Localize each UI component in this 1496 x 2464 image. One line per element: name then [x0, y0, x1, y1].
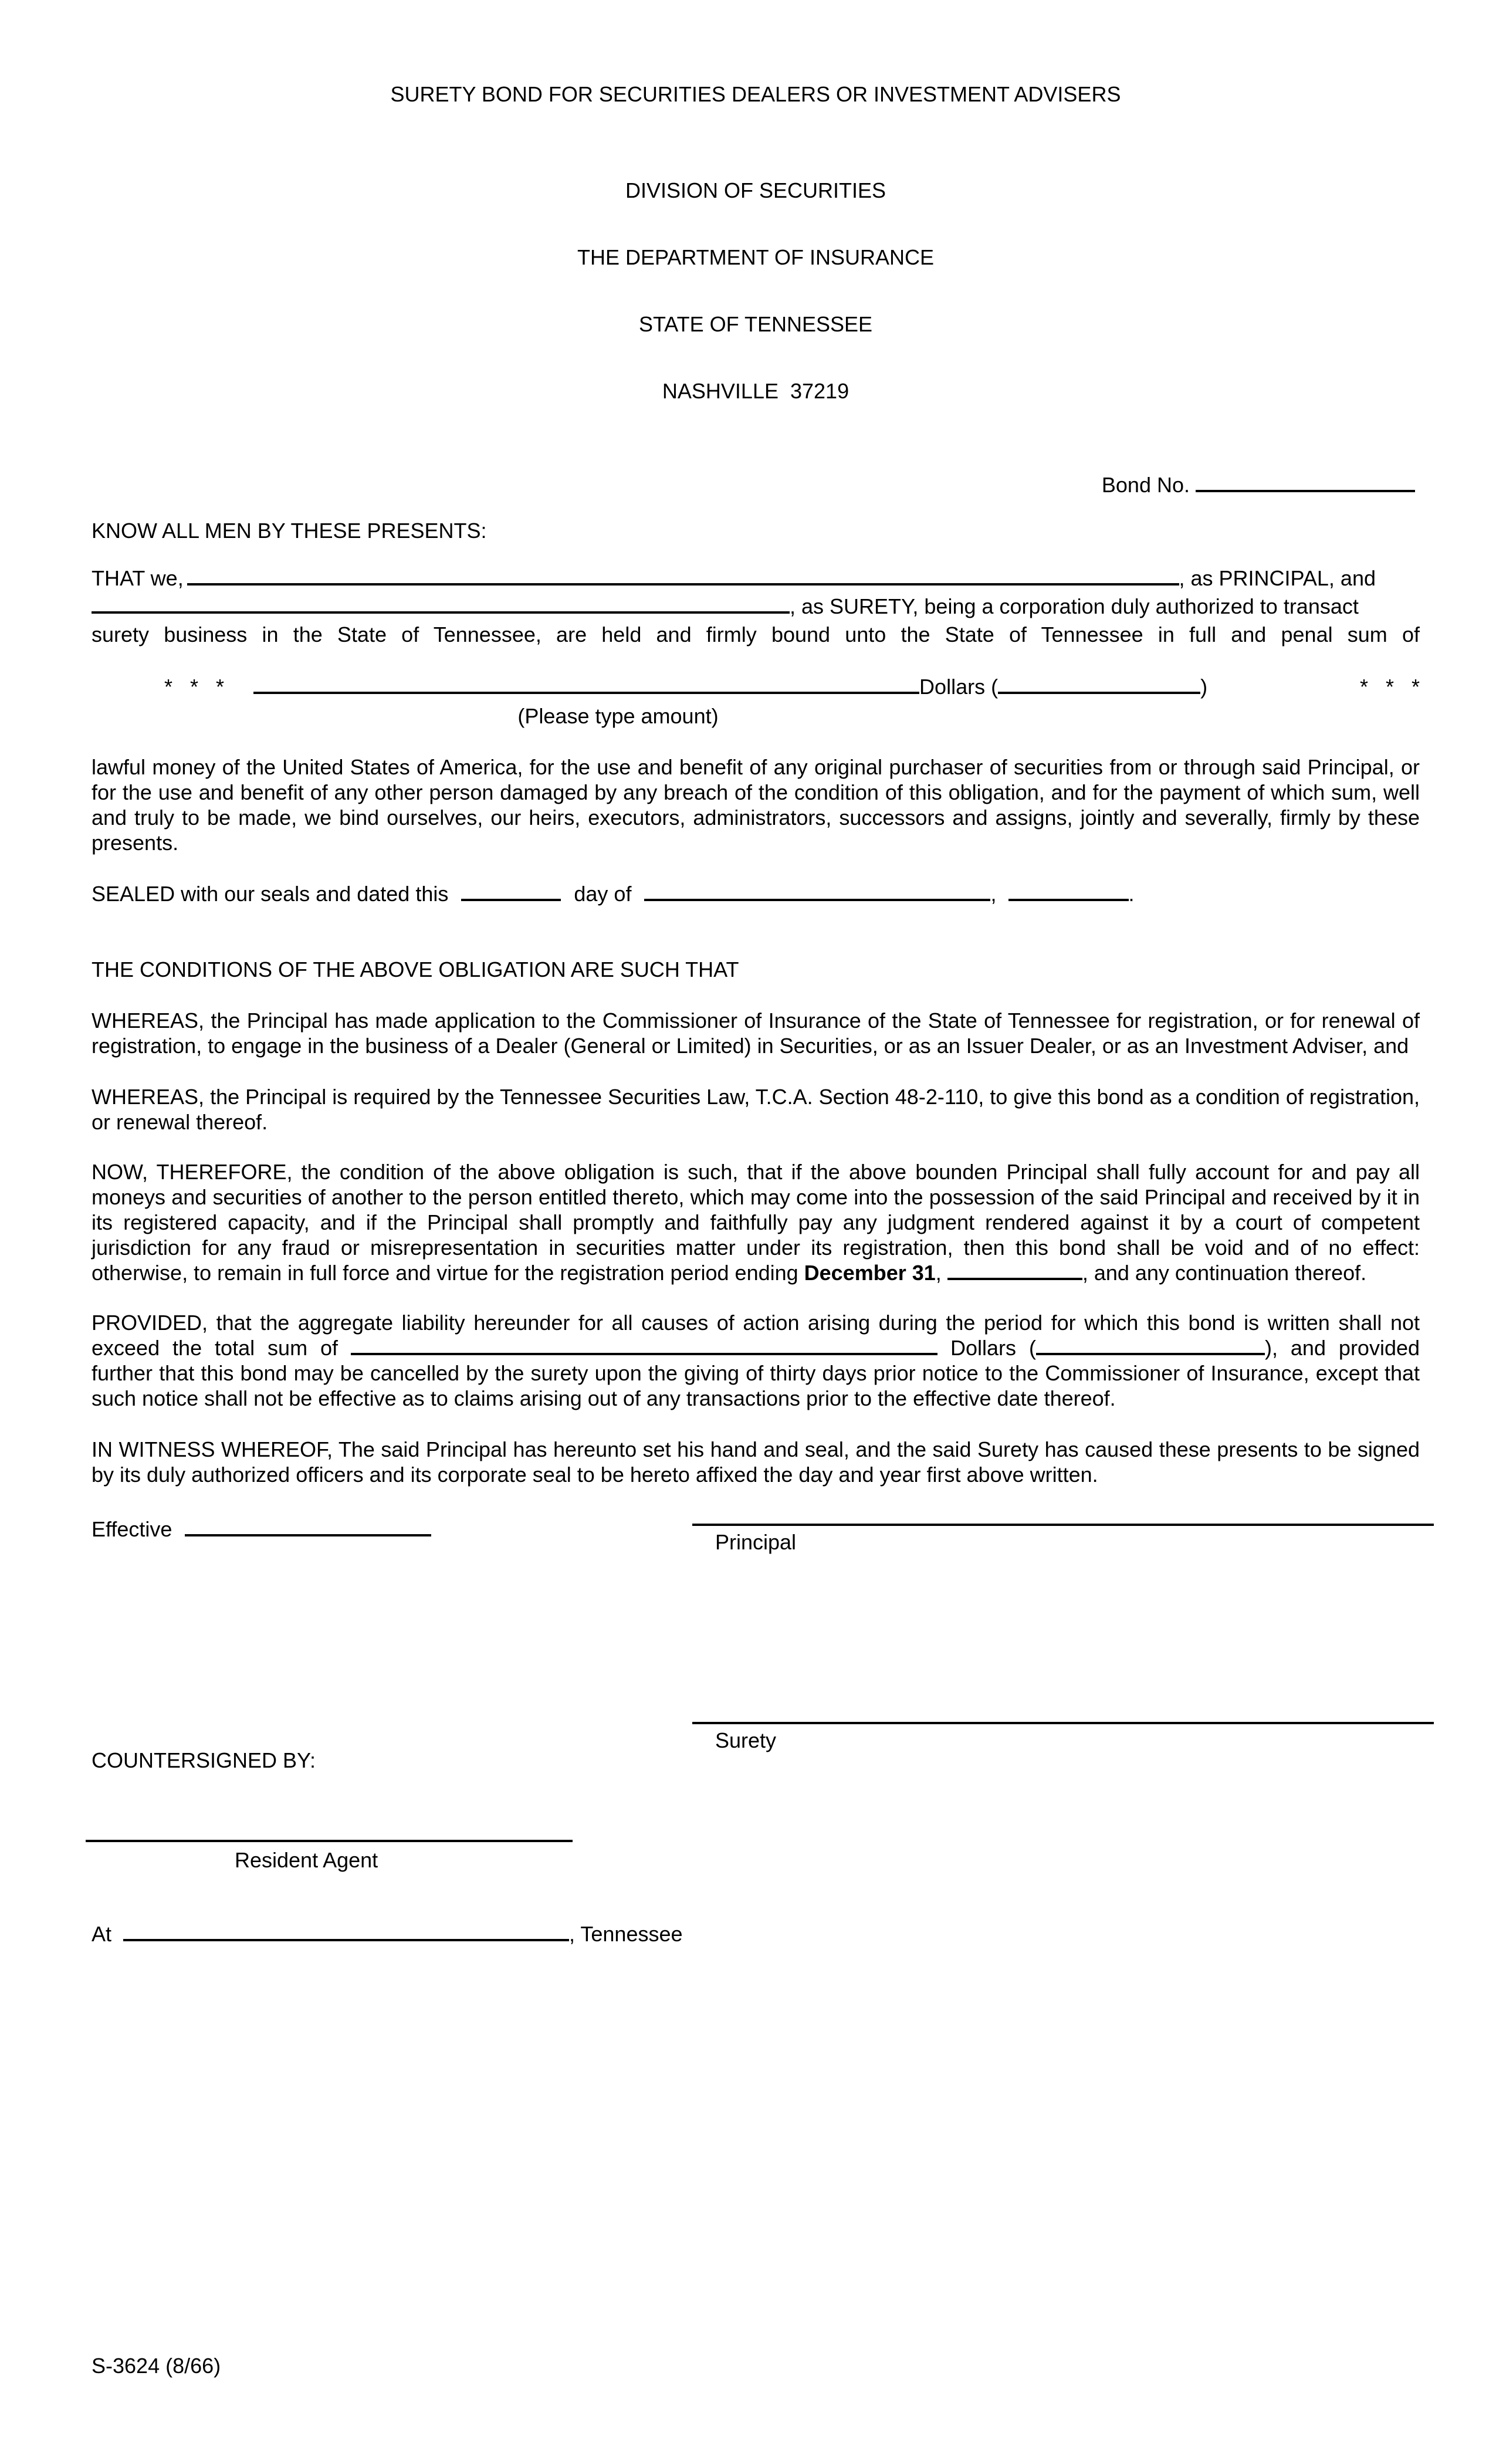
now-therefore-comma: , — [935, 1261, 947, 1285]
registration-year-field[interactable] — [947, 1278, 1082, 1280]
agency-line-state: STATE OF TENNESSEE — [638, 312, 873, 336]
surety-line — [92, 593, 1420, 621]
now-therefore-paragraph — [92, 1159, 1420, 1285]
surety-signature-line[interactable] — [692, 1722, 1434, 1724]
form-number: S-3624 (8/66) — [92, 2354, 221, 2378]
city-field[interactable] — [123, 1939, 569, 1941]
tennessee-suffix: , Tennessee — [569, 1922, 683, 1946]
at-location-line — [92, 1922, 683, 1947]
whereas-paragraph-1: WHEREAS, the Principal has made application to the Commissioner of Insurance of the State of Tennessee for registration, or for renewal of registration, to engage in the business of a Dealer (General or Limited) in Securities, or as an Issuer Dealer, or as an Investment Adviser, and — [92, 1008, 1420, 1058]
provided-paragraph — [92, 1310, 1420, 1411]
principal-line — [92, 564, 1420, 593]
sealed-day-field[interactable] — [461, 899, 561, 901]
total-sum-numeric-field[interactable] — [1036, 1353, 1265, 1355]
december-31-bold: December 31 — [804, 1261, 936, 1285]
agency-line-division: DIVISION OF SECURITIES — [625, 178, 886, 202]
bond-number-label: Bond No. — [1101, 473, 1190, 497]
sealed-month-field[interactable] — [644, 899, 990, 901]
sealed-period: . — [1128, 882, 1135, 906]
penal-sum-line: surety business in the State of Tennessee, are held and firmly bound unto the State of Tennessee in full and penal sum of — [92, 622, 1420, 647]
provided-dollars-open: Dollars ( — [950, 1336, 1036, 1360]
principal-name-field[interactable] — [187, 583, 1179, 585]
sealed-day-of: day of — [574, 882, 632, 906]
dollars-open-label: Dollars ( — [919, 675, 999, 699]
as-surety-text: , as SURETY, being a corporation duly authorized to transact — [790, 594, 1359, 618]
surety-name-field[interactable] — [92, 611, 790, 614]
resident-agent-label: Resident Agent — [235, 1848, 378, 1872]
conditions-heading: THE CONDITIONS OF THE ABOVE OBLIGATION ARE SUCH THAT — [92, 957, 739, 981]
bond-number-field[interactable] — [1196, 490, 1415, 492]
amount-numeric-field[interactable] — [998, 692, 1200, 694]
provided-post: ), and provided further that this bond may be cancelled by the surety upon the giving of thirty days prior notice to the Commissioner of Insurance, except that such notice shall not be effective as to claims arising out of any transactions prior to the effective date thereof. — [92, 1336, 1420, 1410]
as-principal-text: , as PRINCIPAL, and — [1179, 566, 1376, 590]
sealed-prefix: SEALED with our seals and dated this — [92, 882, 449, 906]
principal-signature-line[interactable] — [692, 1524, 1434, 1526]
amount-row — [92, 675, 1420, 699]
agency-line-city-zip: NASHVILLE 37219 — [662, 379, 849, 403]
stars-left: * * * — [164, 675, 225, 699]
agency-address-block — [92, 135, 1420, 447]
principal-signature-label: Principal — [715, 1530, 797, 1554]
stars-right: * * * — [1359, 675, 1420, 699]
now-therefore-pre: NOW, THEREFORE, the condition of the above obligation is such, that if the above bounden Principal shall fully account for and pay all moneys and securities of another to the person entitled thereto, which may come into the possession of the said Principal and received by it in its registered capacity, and if the Principal shall promptly and faithfully pay any judgment rendered against it by a court of competent jurisdiction for any fraud or misrepresentation in securities matter under its registration, then this bond shall be void and of no effect: otherwise, to remain in full force and virtue for the registration period ending — [92, 1160, 1420, 1285]
now-therefore-post: , and any continuation thereof. — [1082, 1261, 1367, 1285]
whereas-paragraph-2: WHEREAS, the Principal is required by the Tennessee Securities Law, T.C.A. Section 48-2-110, to give this bond as a condition of registration, or renewal thereof. — [92, 1085, 1420, 1134]
effective-date-field[interactable] — [185, 1534, 431, 1536]
agency-line-department: THE DEPARTMENT OF INSURANCE — [577, 245, 935, 269]
sealed-line — [92, 880, 1420, 908]
at-label: At — [92, 1922, 112, 1946]
provided-pre: PROVIDED, that the aggregate liability hereunder for all causes of action arising during the period for which this bond is written shall not exceed the total sum of — [92, 1311, 1420, 1360]
form-title: SURETY BOND FOR SECURITIES DEALERS OR INVESTMENT ADVISERS — [390, 82, 1121, 106]
total-sum-words-field[interactable] — [351, 1353, 937, 1355]
sealed-year-field[interactable] — [1008, 899, 1129, 901]
obligation-opening — [92, 564, 1420, 649]
amount-hint: (Please type amount) — [517, 704, 719, 728]
effective-label: Effective — [92, 1517, 172, 1541]
lawful-money-paragraph: lawful money of the United States of America, for the use and benefit of any original purchaser of securities from or through said Principal, or for the use and benefit of any other person damaged by any breach of the condition of this obligation, and for the payment of which sum, well and truly to be made, we bind ourselves, our heirs, executors, administrators, successors and assigns, jointly and severally, firmly by these presents. — [92, 755, 1420, 855]
sealed-comma: , — [990, 882, 997, 906]
close-paren-label: ) — [1200, 675, 1208, 699]
that-we-prefix: THAT we, — [92, 566, 184, 590]
resident-agent-signature-line[interactable] — [86, 1840, 573, 1842]
surety-signature-label: Surety — [715, 1728, 777, 1752]
witness-paragraph: IN WITNESS WHEREOF, The said Principal has hereunto set his hand and seal, and the said Surety has caused these presents to be signed by its duly authorized officers and its corporate seal to be hereto affixed the day and year first above written. — [92, 1437, 1420, 1487]
know-all-heading: KNOW ALL MEN BY THESE PRESENTS: — [92, 519, 487, 543]
bond-number-row — [92, 473, 1415, 497]
countersigned-heading: COUNTERSIGNED BY: — [92, 1748, 316, 1772]
amount-words-field[interactable] — [253, 692, 919, 694]
